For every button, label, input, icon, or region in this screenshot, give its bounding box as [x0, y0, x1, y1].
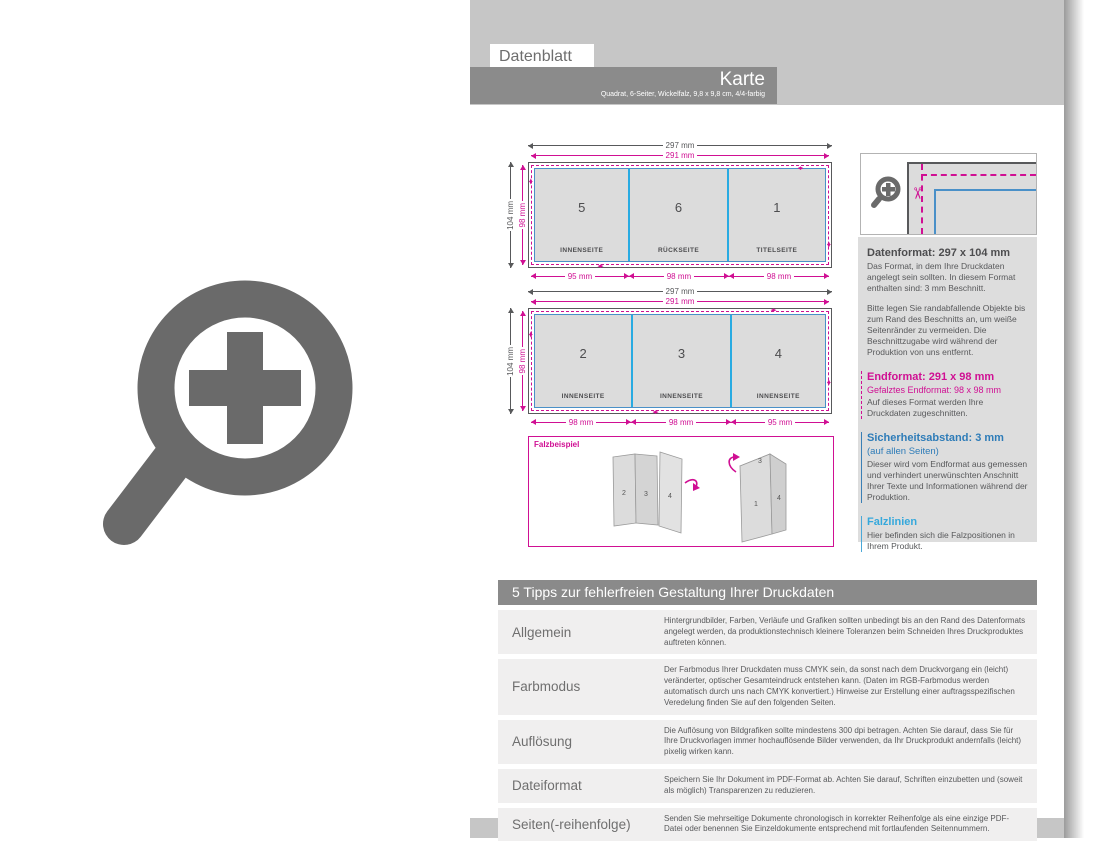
dimension-line [596, 422, 631, 423]
datenformat-rect [528, 162, 832, 268]
dimension-label: 98 mm [517, 202, 527, 228]
tip-text: Die Auflösung von Bildgrafiken sollte mindestens 300 dpi betragen. Achten Sie darauf, dass Sie für Ihre Druckvorlagen immer hochauflösende Bilder verwenden, da Ihr Druckprodukt andernfalls (leicht) pixelig wirken kann. [664, 725, 1022, 757]
datenformat-text: Bitte legen Sie randabfallende Objekte bis zum Rand des Beschnitts an, um weiße Seitenränder zu vermeiden. Die Beschnittzugabe wird während der Produktion von uns entfernt. [867, 303, 1026, 357]
dimension-line [696, 422, 731, 423]
dimension-outer-height [505, 162, 516, 268]
fold-example-label: Falzbeispiel [534, 440, 580, 449]
tips-table [498, 580, 1037, 841]
panel-1 [729, 169, 825, 261]
dimension-label: 98 mm [668, 417, 694, 427]
tips-header: 5 Tipps zur fehlerfreien Gestaltung Ihrer Druckdaten [498, 580, 1037, 605]
dimension-line [522, 311, 523, 347]
dimension-label: 104 mm [505, 346, 515, 376]
fold-example-folded-illustration [724, 442, 814, 544]
panel-strip [534, 168, 826, 262]
layout-diagram-outside [505, 141, 832, 281]
dimension-line [794, 276, 829, 277]
panel-3 [633, 315, 729, 407]
falzlinien-text: Hier befinden sich die Falzpositionen in Ihrem Produkt. [867, 530, 1015, 551]
svg-text:4: 4 [668, 493, 672, 500]
format-info-panel [858, 237, 1037, 551]
panel-width-dimensions [531, 417, 829, 427]
datenformat-rect [528, 308, 832, 414]
tip-label: Farbmodus [512, 679, 581, 695]
endformat-title: Endformat: 291 x 98 mm [867, 371, 995, 383]
product-titlebar [470, 67, 777, 104]
product-title: Karte [719, 69, 765, 90]
dimension-endformat-height [517, 311, 528, 411]
zoom-plus-icon-small [869, 174, 907, 216]
dimension-line [531, 301, 663, 302]
falzlinien-title: Falzlinien [867, 516, 918, 528]
scissors-icon [908, 187, 927, 200]
fold-example-open-illustration [601, 447, 711, 542]
panel-side-label: INNENSEITE [560, 247, 604, 254]
page-corner-diagram [907, 162, 1036, 234]
bleed-mark-icon [826, 238, 832, 250]
svg-text:1: 1 [754, 501, 758, 508]
dimension-endformat-width [531, 297, 829, 306]
dimension-line [531, 155, 663, 156]
dimension-label: 98 mm [766, 271, 792, 281]
dimension-panel-width [531, 417, 631, 427]
sicherheitsabstand-subtitle: (auf allen Seiten) [867, 446, 939, 457]
panel-side-label: INNENSEITE [659, 393, 703, 400]
panel-5 [535, 169, 628, 261]
dimension-line [595, 276, 629, 277]
bleed-mark-icon [826, 376, 832, 388]
bleed-mark-icon [794, 165, 806, 171]
datenformat-title: Datenformat: 297 x 104 mm [867, 247, 1011, 259]
panel-number: 1 [773, 200, 781, 216]
safety-line-horizontal [934, 189, 1036, 191]
panel-strip [534, 314, 826, 408]
dimension-line [729, 276, 764, 277]
dimension-panel-width [629, 271, 729, 281]
dimension-label: 297 mm [665, 287, 695, 296]
dimension-line [522, 375, 523, 411]
dimension-line [697, 291, 832, 292]
section-datenformat [867, 247, 1029, 358]
bleed-mark-icon [649, 409, 661, 415]
table-row [498, 659, 1037, 714]
panel-side-label: INNENSEITE [756, 393, 800, 400]
panel-number: 4 [774, 346, 782, 362]
panel-number: 3 [677, 346, 686, 362]
dimension-line [522, 165, 523, 201]
dimension-line [629, 276, 664, 277]
table-row [498, 808, 1037, 841]
dimension-outer-width [528, 141, 832, 150]
sicherheitsabstand-text: Dieser wird vom Endformat aus gemessen und verhindert unerwünschten Anschnitt Ihrer Texte und Informationen während der Produktion. [867, 459, 1028, 502]
panel-number: 5 [578, 200, 586, 216]
dimension-line [522, 229, 523, 265]
dimension-label: 291 mm [665, 151, 695, 160]
dimension-panel-width [631, 417, 731, 427]
dimension-label: 98 mm [666, 271, 692, 281]
dimension-label: 98 mm [568, 417, 594, 427]
dimension-line [697, 155, 829, 156]
dimension-line [795, 422, 829, 423]
panel-side-label: RÜCKSEITE [657, 247, 700, 254]
panel-side-label: INNENSEITE [561, 393, 605, 400]
dimension-line [631, 422, 666, 423]
dimension-line [531, 422, 566, 423]
bleed-mark-icon [528, 175, 534, 187]
dimension-label: 95 mm [567, 271, 593, 281]
safety-line-vertical [934, 189, 936, 234]
dimension-line [510, 308, 511, 345]
panel-width-dimensions [531, 271, 829, 281]
dimension-label: 104 mm [505, 200, 515, 230]
svg-text:3: 3 [758, 458, 762, 465]
product-subtitle: Quadrat, 6-Seiter, Wickelfalz, 9,8 x 9,8 cm, 4/4-farbig [600, 91, 765, 98]
page-right-shadow [1064, 0, 1084, 838]
table-row [498, 610, 1037, 654]
panel-2 [535, 315, 631, 407]
tip-text: Senden Sie mehrseitige Dokumente chronologisch in korrekter Reihenfolge als eine einzige PDF-Datei oder benennen Sie Einzeldokumente entsprechend mit fortlaufenden Seitennummern. [664, 813, 1010, 834]
dimension-line [510, 162, 511, 199]
dimension-line [531, 276, 565, 277]
panel-number: 2 [579, 346, 587, 362]
tip-label: Dateiformat [512, 778, 582, 794]
fold-example-box [528, 436, 834, 547]
section-falzlinien [861, 516, 1029, 552]
dimension-line [528, 291, 663, 292]
dimension-outer-width [528, 287, 832, 296]
dimension-line [731, 422, 765, 423]
bleed-mark-icon [594, 263, 606, 269]
tip-label: Allgemein [512, 624, 572, 640]
dimension-label: 95 mm [767, 417, 793, 427]
dimension-line [510, 377, 511, 414]
svg-text:2: 2 [622, 490, 626, 497]
bleed-mark-icon [528, 328, 534, 340]
datenformat-text: Das Format, in dem Ihre Druckdaten angelegt sein sollten. In diesem Format enthalten sind: 3 mm Beschnitt. [867, 261, 1016, 293]
bleed-mark-icon [767, 307, 779, 313]
svg-text:3: 3 [644, 491, 648, 498]
tip-label: Auflösung [512, 734, 573, 750]
table-row [498, 720, 1037, 764]
panel-4 [732, 315, 825, 407]
dimension-panel-width [531, 271, 629, 281]
dimension-endformat-width [531, 151, 829, 160]
svg-text:4: 4 [777, 495, 781, 502]
dimension-panel-width [731, 417, 829, 427]
cut-line-horizontal [921, 174, 1036, 176]
datasheet-tab: Datenblatt [490, 44, 594, 70]
tip-text: Speichern Sie Ihr Dokument im PDF-Format ab. Achten Sie darauf, Schriften einzubetten und (soweit als möglich) Transparenzen zu reduzieren. [664, 774, 1023, 795]
tip-text: Der Farbmodus Ihrer Druckdaten muss CMYK sein, da sonst nach dem Druckvorgang ein (leicht) veränderter, optischer Gesamteindruck entstehen kann. (Daten im RGB-Farbmodus werden automatisch durch uns nach CMYK konvertiert.) Hinweise zur Erstellung einer auftragsspezifischen Veredelung finden Sie auf den folgenden Seiten. [664, 665, 1015, 707]
dimension-line [694, 276, 729, 277]
table-row [498, 769, 1037, 803]
sicherheitsabstand-title: Sicherheitsabstand: 3 mm [867, 432, 1004, 444]
dimension-label: 291 mm [665, 297, 695, 306]
panel-number: 6 [674, 200, 683, 216]
dimension-label: 297 mm [665, 141, 695, 150]
endformat-text: Auf dieses Format werden Ihre Druckdaten zugeschnitten. [867, 397, 984, 418]
zoom-plus-icon [100, 268, 370, 568]
dimension-outer-height [505, 308, 516, 414]
tip-text: Hintergrundbilder, Farben, Verläufe und Grafiken sollten unbedingt bis an den Rand des Datenformats angelegt werden, da produktionstechnisch kleinere Toleranzen beim Schneiden Ihres Druckproduktes auftreten können. [664, 616, 1026, 647]
dimension-line [510, 231, 511, 268]
dimension-label: 98 mm [517, 348, 527, 374]
dimension-line [528, 145, 663, 146]
panel-side-label: TITELSEITE [756, 247, 798, 254]
dimension-line [697, 145, 832, 146]
tip-label: Seiten(-reihenfolge) [512, 816, 631, 832]
panel-6 [630, 169, 726, 261]
dimension-line [697, 301, 829, 302]
dimension-panel-width [729, 271, 829, 281]
layout-diagram-inside [505, 287, 832, 427]
bleed-detail-box [860, 153, 1037, 235]
endformat-subtitle: Gefalztes Endformat: 98 x 98 mm [867, 385, 1002, 395]
section-endformat [861, 371, 1029, 419]
section-sicherheitsabstand [861, 432, 1029, 503]
